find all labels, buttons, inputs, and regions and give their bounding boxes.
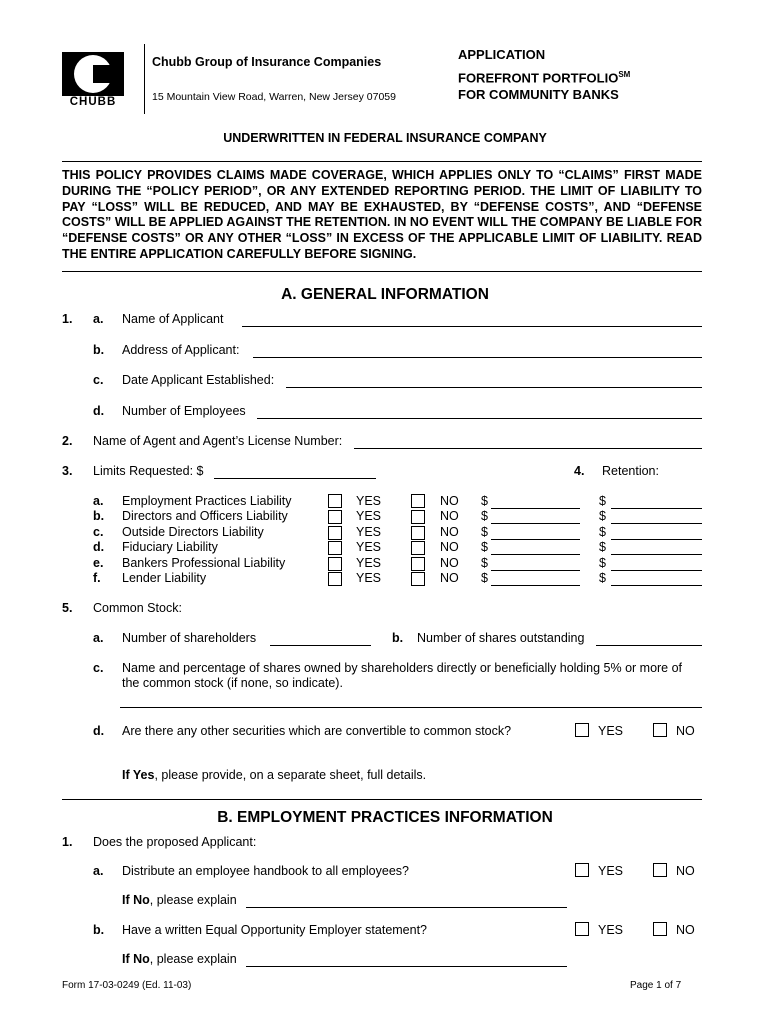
handbook-explain-field[interactable] xyxy=(246,907,567,908)
coverage-retention-field[interactable] xyxy=(611,523,702,524)
coverage-limit-field[interactable] xyxy=(491,554,580,555)
convertible-no-checkbox[interactable] xyxy=(653,723,667,737)
dollar-sign: $ xyxy=(599,494,606,508)
handbook-no-checkbox[interactable] xyxy=(653,863,667,877)
q5d-letter: d. xyxy=(93,724,105,738)
company-name: Chubb Group of Insurance Companies xyxy=(152,55,382,69)
app-title-line2: FOREFRONT PORTFOLIO℠ xyxy=(458,70,631,86)
number-employees-field[interactable] xyxy=(257,418,702,419)
coverage-limit-field[interactable] xyxy=(491,523,580,524)
coverage-yes-checkbox[interactable] xyxy=(328,557,342,571)
shares-outstanding-field[interactable] xyxy=(596,645,702,646)
q2-number: 2. xyxy=(62,434,73,448)
dollar-sign: $ xyxy=(481,509,488,523)
b-q1a-letter: a. xyxy=(93,864,104,878)
if-yes-instruction: If Yes, please provide, on a separate sheet, full details. xyxy=(122,768,427,782)
handbook-yes-checkbox[interactable] xyxy=(575,863,589,877)
q5d-label: Are there any other securities which are convertible to common stock? xyxy=(122,724,512,738)
q1d-letter: d. xyxy=(93,404,105,418)
eoe-yes-label: YES xyxy=(598,923,624,937)
q2-label: Name of Agent and Agent’s License Number: xyxy=(93,434,343,448)
yes-label: YES xyxy=(356,509,382,523)
section-a-title: A. GENERAL INFORMATION xyxy=(281,286,489,303)
eoe-no-checkbox[interactable] xyxy=(653,922,667,936)
coverage-no-checkbox[interactable] xyxy=(411,572,425,586)
page-number: Page 1 of 7 xyxy=(630,980,682,991)
agent-license-field[interactable] xyxy=(354,448,702,449)
app-title-line1: APPLICATION xyxy=(458,47,546,62)
coverage-retention-field[interactable] xyxy=(611,570,702,571)
chubb-logo xyxy=(62,52,124,110)
form-number: Form 17-03-0249 (Ed. 11-03) xyxy=(62,980,192,991)
q1-number: 1. xyxy=(62,312,73,326)
handbook-explain-label: If No, please explain xyxy=(122,893,237,907)
dollar-sign: $ xyxy=(599,571,606,585)
eoe-no-label: NO xyxy=(676,923,695,937)
yes-label: YES xyxy=(356,540,382,554)
q4-number: 4. xyxy=(574,464,585,478)
q5b-letter: b. xyxy=(392,631,404,645)
yes-label: YES xyxy=(356,525,382,539)
yes-label: YES xyxy=(356,494,382,508)
q1b-label: Address of Applicant: xyxy=(122,343,240,357)
eoe-explain-field[interactable] xyxy=(246,966,567,967)
coverage-label: Fiduciary Liability xyxy=(122,540,218,554)
q5c-text-line1: Name and percentage of shares owned by shareholders directly or beneficially holding 5% or more of xyxy=(122,661,683,675)
dollar-sign: $ xyxy=(599,509,606,523)
q1a-letter: a. xyxy=(93,312,104,326)
handbook-yes-label: YES xyxy=(598,864,624,878)
coverage-limit-field[interactable] xyxy=(491,570,580,571)
date-established-field[interactable] xyxy=(286,387,702,388)
coverage-letter: e. xyxy=(93,556,104,570)
yes-label: YES xyxy=(356,571,382,585)
dollar-sign: $ xyxy=(599,525,606,539)
coverage-label: Employment Practices Liability xyxy=(122,494,292,508)
app-title-line3: FOR COMMUNITY BANKS xyxy=(458,87,619,102)
q3-label: Limits Requested: $ xyxy=(93,464,204,478)
coverage-limit-field[interactable] xyxy=(491,585,580,586)
no-label: NO xyxy=(440,556,459,570)
b-q1b-label: Have a written Equal Opportunity Employer statement? xyxy=(122,923,428,937)
coverage-limit-field[interactable] xyxy=(491,508,580,509)
coverage-no-checkbox[interactable] xyxy=(411,510,425,524)
b-q1a-label: Distribute an employee handbook to all employees? xyxy=(122,864,409,878)
coverage-letter: a. xyxy=(93,494,104,508)
no-label: NO xyxy=(440,525,459,539)
q3-number: 3. xyxy=(62,464,73,478)
coverage-letter: c. xyxy=(93,525,104,539)
coverage-label: Bankers Professional Liability xyxy=(122,556,286,570)
coverage-retention-field[interactable] xyxy=(611,508,702,509)
coverage-no-checkbox[interactable] xyxy=(411,494,425,508)
q1a-label: Name of Applicant xyxy=(122,312,224,326)
q5c-letter: c. xyxy=(93,661,104,675)
q5-number: 5. xyxy=(62,601,73,615)
no-label: NO xyxy=(440,571,459,585)
q5b-label: Number of shares outstanding xyxy=(417,631,585,645)
coverage-retention-field[interactable] xyxy=(611,554,702,555)
coverage-retention-field[interactable] xyxy=(611,539,702,540)
q1c-letter: c. xyxy=(93,373,104,387)
dollar-sign: $ xyxy=(481,494,488,508)
major-shareholders-field[interactable] xyxy=(120,707,702,708)
eoe-explain-label: If No, please explain xyxy=(122,952,237,966)
coverage-yes-checkbox[interactable] xyxy=(328,494,342,508)
coverage-retention-field[interactable] xyxy=(611,585,702,586)
dollar-sign: $ xyxy=(599,540,606,554)
no-label: NO xyxy=(440,509,459,523)
coverage-no-checkbox[interactable] xyxy=(411,526,425,540)
b-q1b-letter: b. xyxy=(93,923,105,937)
no-label: NO xyxy=(440,494,459,508)
yes-label: YES xyxy=(356,556,382,570)
convertible-yes-checkbox[interactable] xyxy=(575,723,589,737)
coverage-limit-field[interactable] xyxy=(491,539,580,540)
no-label: NO xyxy=(440,540,459,554)
divider-disclaimer xyxy=(62,271,702,272)
company-address: 15 Mountain View Road, Warren, New Jersey 07059 xyxy=(152,91,396,103)
coverage-label: Directors and Officers Liability xyxy=(122,509,288,523)
header-divider xyxy=(144,44,145,114)
q1d-label: Number of Employees xyxy=(122,404,246,418)
shareholders-field[interactable] xyxy=(270,645,371,646)
q4-label: Retention: xyxy=(602,464,659,478)
convertible-yes-label: YES xyxy=(598,724,624,738)
q5-label: Common Stock: xyxy=(93,601,182,615)
claims-made-disclaimer: THIS POLICY PROVIDES CLAIMS MADE COVERAGE, WHICH APPLIES ONLY TO “CLAIMS” FIRST MADE DURING THE “POLICY PERIOD”, OR ANY EXTENDED REPORTING PERIOD. THE LIMIT OF LIABILITY TO PAY “LOSS” WILL BE REDUCED, AND MAY BE EXHAUSTED, BY “DEFENSE COSTS”, AND “DEFENSE COSTS” WILL BE APPLIED AGAINST THE RETENTION. IN NO EVENT WILL THE COMPANY BE LIABLE FOR “DEFENSE COSTS” OR ANY OTHER “LOSS” IN EXCESS OF THE APPLICABLE LIMIT OF LIABILITY. READ THE ENTIRE APPLICATION CAREFULLY BEFORE SIGNING. xyxy=(62,168,702,261)
section-b-title: B. EMPLOYMENT PRACTICES INFORMATION xyxy=(217,809,553,826)
coverage-no-checkbox[interactable] xyxy=(411,541,425,555)
coverage-yes-checkbox[interactable] xyxy=(328,572,342,586)
dollar-sign: $ xyxy=(481,525,488,539)
q5a-letter: a. xyxy=(93,631,104,645)
q5a-label: Number of shareholders xyxy=(122,631,257,645)
dollar-sign: $ xyxy=(599,556,606,570)
q1c-label: Date Applicant Established: xyxy=(122,373,275,387)
coverage-yes-checkbox[interactable] xyxy=(328,541,342,555)
dollar-sign: $ xyxy=(481,556,488,570)
dollar-sign: $ xyxy=(481,540,488,554)
coverage-yes-checkbox[interactable] xyxy=(328,526,342,540)
coverage-letter: f. xyxy=(93,571,101,585)
coverage-yes-checkbox[interactable] xyxy=(328,510,342,524)
q1b-letter: b. xyxy=(93,343,105,357)
applicant-name-field[interactable] xyxy=(242,326,702,327)
b-q1-label: Does the proposed Applicant: xyxy=(93,835,257,849)
coverage-letter: b. xyxy=(93,509,105,523)
eoe-yes-checkbox[interactable] xyxy=(575,922,589,936)
divider-section-b xyxy=(62,799,702,800)
coverage-no-checkbox[interactable] xyxy=(411,557,425,571)
underwritten-note: UNDERWRITTEN IN FEDERAL INSURANCE COMPANY xyxy=(223,131,547,145)
coverage-label: Outside Directors Liability xyxy=(122,525,264,539)
coverage-label: Lender Liability xyxy=(122,571,207,585)
logo-text: CHUBB xyxy=(69,96,117,108)
coverage-letter: d. xyxy=(93,540,105,554)
handbook-no-label: NO xyxy=(676,864,695,878)
convertible-no-label: NO xyxy=(676,724,695,738)
dollar-sign: $ xyxy=(481,571,488,585)
divider-top xyxy=(62,161,702,162)
limits-requested-field[interactable] xyxy=(214,478,376,479)
b-q1-number: 1. xyxy=(62,835,73,849)
q5c-text-line2: the common stock (if none, so indicate). xyxy=(122,676,343,690)
applicant-address-field[interactable] xyxy=(253,357,702,358)
